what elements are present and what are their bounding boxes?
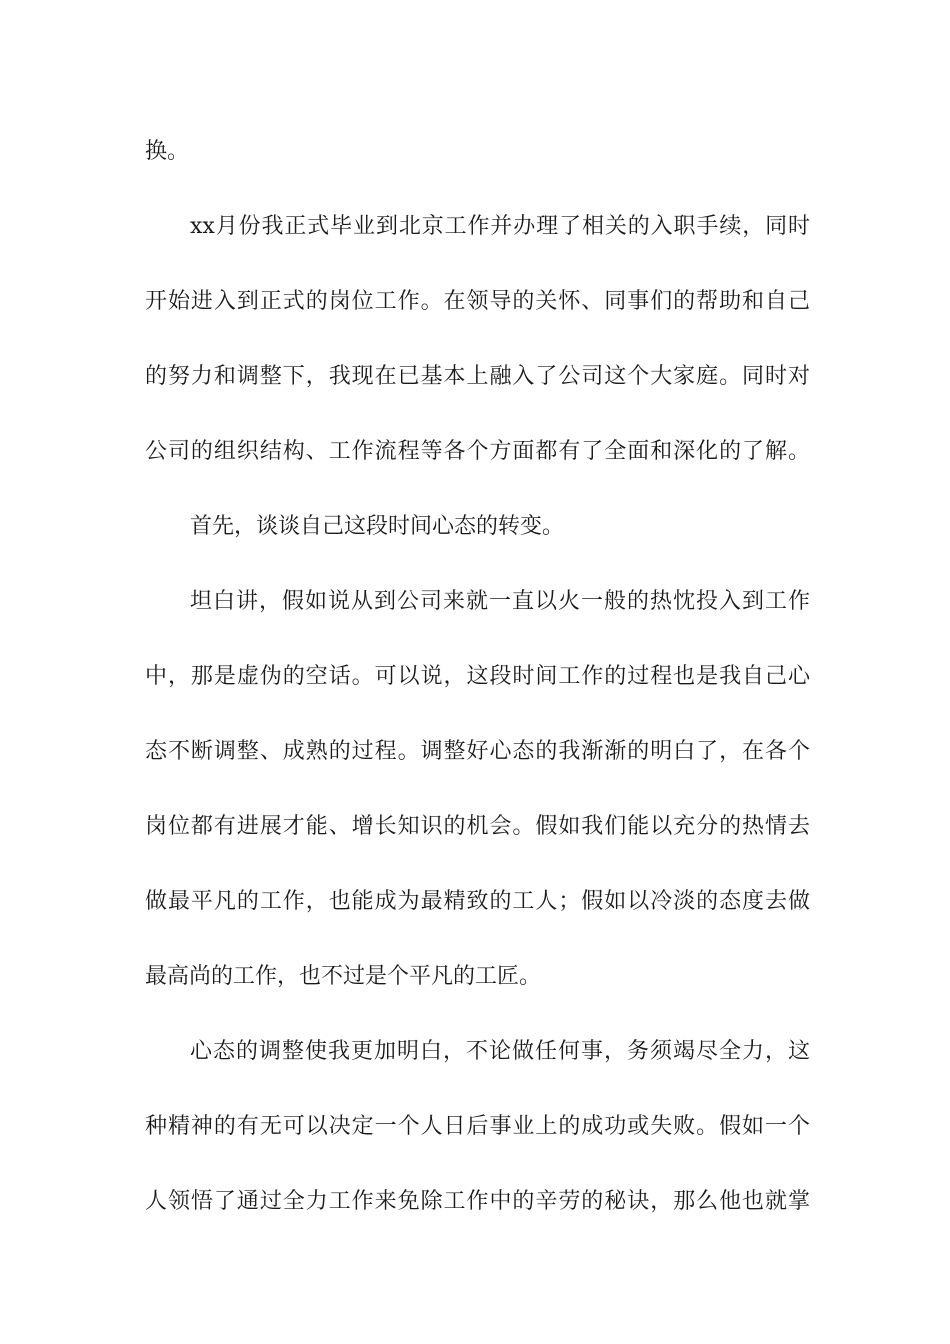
paragraph-first-line: xx月份我正式毕业到北京工作并办理了相关的入职手续，同时 [190,214,810,239]
paragraph-first-line: 坦白讲，假如说从到公司来就一直以火一般的热忱投入到工作 [190,589,810,614]
text-line: 公司的组织结构、工作流程等各个方面都有了全面和深化的了解。 [145,439,810,464]
text-line: 的努力和调整下，我现在已基本上融入了公司这个大家庭。同时对 [145,364,810,389]
text-line: 做最平凡的工作，也能成为最精致的工人；假如以冷淡的态度去做 [145,889,810,914]
text-line: 种精神的有无可以决定一个人日后事业上的成功或失败。假如一个 [145,1114,810,1139]
text-line: 岗位都有进展才能、增长知识的机会。假如我们能以充分的热情去 [145,814,810,839]
paragraph-first-line: 心态的调整使我更加明白，不论做任何事，务须竭尽全力，这 [190,1039,810,1064]
text-line: 人领悟了通过全力工作来免除工作中的辛劳的秘诀，那么他也就掌 [145,1189,810,1214]
text-line: 中，那是虚伪的空话。可以说，这段时间工作的过程也是我自己心 [145,664,810,689]
text-line: 开始进入到正式的岗位工作。在领导的关怀、同事们的帮助和自己 [145,289,810,314]
text-line: 态不断调整、成熟的过程。调整好心态的我渐渐的明白了，在各个 [145,739,810,764]
text-line: 换。 [145,139,190,164]
text-line: 最高尚的工作，也不过是个平凡的工匠。 [145,964,542,989]
paragraph-first-line: 首先，谈谈自己这段时间心态的转变。 [190,514,565,539]
